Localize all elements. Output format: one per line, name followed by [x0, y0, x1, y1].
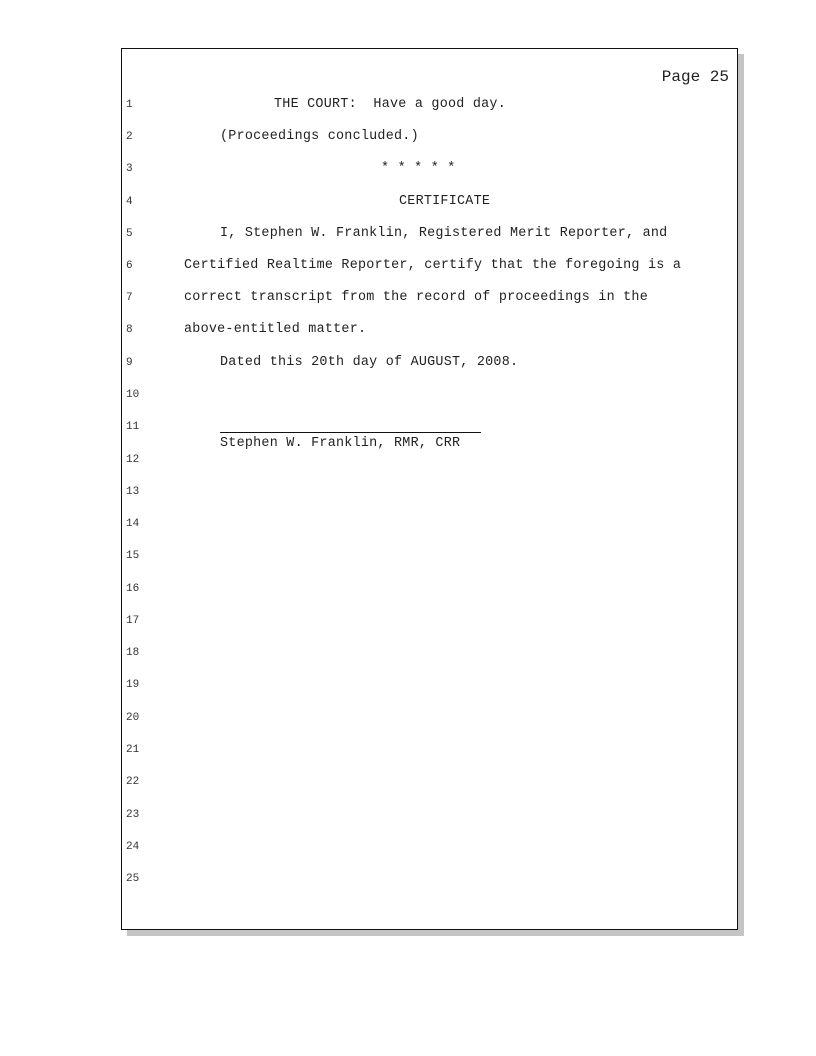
line-number: 14 — [126, 518, 140, 530]
signature-line — [220, 432, 481, 433]
line-number: 8 — [126, 324, 133, 336]
line-number: 20 — [126, 712, 140, 724]
line-number: 19 — [126, 679, 140, 691]
line-number: 13 — [126, 486, 140, 498]
line-number: 17 — [126, 615, 140, 627]
line-number: 22 — [126, 776, 140, 788]
line-number: 24 — [126, 841, 140, 853]
line-number: 4 — [126, 196, 133, 208]
transcript-line-9: Dated this 20th day of AUGUST, 2008. — [220, 355, 519, 370]
line-number: 3 — [126, 163, 133, 175]
transcript-line-6: Certified Realtime Reporter, certify that the foregoing is a — [184, 258, 682, 273]
line-number: 9 — [126, 357, 133, 369]
transcript-line-3-separator: * * * * * — [381, 161, 456, 176]
line-number: 23 — [126, 809, 140, 821]
transcript-line-8: above-entitled matter. — [184, 322, 367, 337]
transcript-line-1: THE COURT: Have a good day. — [274, 97, 506, 112]
line-number: 10 — [126, 389, 140, 401]
line-number: 7 — [126, 292, 133, 304]
transcript-line-7: correct transcript from the record of proceedings in the — [184, 290, 648, 305]
transcript-line-5: I, Stephen W. Franklin, Registered Merit Reporter, and — [220, 226, 668, 241]
line-number: 2 — [126, 131, 133, 143]
certificate-heading: CERTIFICATE — [399, 194, 491, 209]
transcript-line-2: (Proceedings concluded.) — [220, 129, 419, 144]
line-number: 16 — [126, 583, 140, 595]
transcript-page — [121, 48, 738, 930]
line-number: 21 — [126, 744, 140, 756]
line-number: 15 — [126, 550, 140, 562]
line-number: 1 — [126, 99, 133, 111]
line-number: 18 — [126, 647, 140, 659]
line-number: 5 — [126, 228, 133, 240]
line-number: 6 — [126, 260, 133, 272]
line-number: 11 — [126, 421, 140, 433]
line-number: 25 — [126, 873, 140, 885]
signature-name: Stephen W. Franklin, RMR, CRR — [220, 436, 461, 451]
line-number: 12 — [126, 454, 140, 466]
page-number: Page 25 — [661, 68, 729, 86]
